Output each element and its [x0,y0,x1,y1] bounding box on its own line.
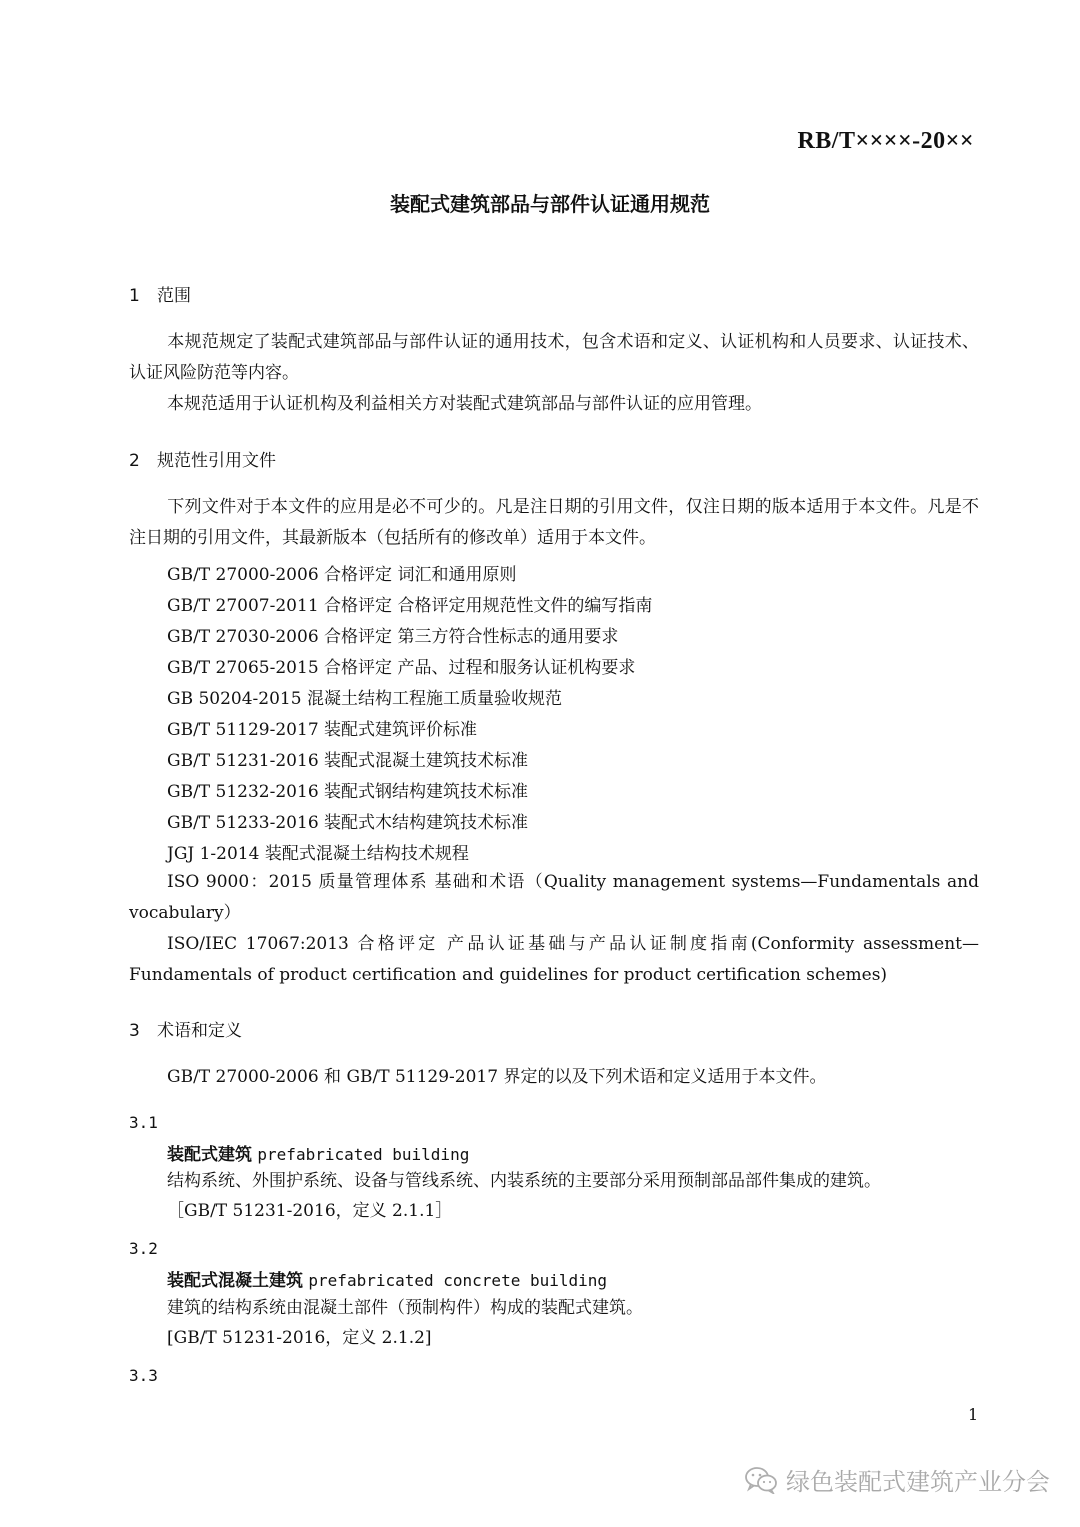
document-number: RB/T××××-20×× [797,128,974,154]
reference-item: GB/T 27065-2015 合格评定 产品、过程和服务认证机构要求 [167,658,636,678]
term-source: [GB/T 51231-2016，定义 2.1.2] [167,1328,432,1348]
reference-item: GB/T 27030-2006 合格评定 第三方符合性标志的通用要求 [167,627,619,647]
term-number: 3.1 [129,1113,158,1132]
term-name [167,1266,607,1291]
term-name-en: prefabricated concrete building [308,1271,608,1290]
reference-item-iso9000: ISO 9000：2015 质量管理体系 基础和术语（Quality management systems—Fundamentals and vocabulary） [129,872,979,923]
section-number: 1 [129,286,140,306]
normative-intro-paragraph: 下列文件对于本文件的应用是必不可少的。凡是注日期的引用文件，仅注日期的版本适用于本文件。凡是不注日期的引用文件，其最新版本（包括所有的修改单）适用于本文件。 [129,497,979,548]
reference-item: GB/T 51231-2016 装配式混凝土建筑技术标准 [167,751,529,771]
scope-paragraph-2: 本规范适用于认证机构及利益相关方对装配式建筑部品与部件认证的应用管理。 [167,394,762,414]
reference-item: GB 50204-2015 混凝土结构工程施工质量验收规范 [167,689,562,709]
term-name-zh: 装配式混凝土建筑 [167,1271,303,1291]
reference-item: GB/T 51232-2016 装配式钢结构建筑技术标准 [167,782,529,802]
term-name [167,1140,469,1165]
section-title: 规范性引用文件 [157,451,276,471]
reference-item: GB/T 51129-2017 装配式建筑评价标准 [167,720,478,740]
term-number: 3.3 [129,1366,158,1385]
scope-paragraph-1: 本规范规定了装配式建筑部品与部件认证的通用技术，包含术语和定义、认证机构和人员要求、认证技术、认证风险防范等内容。 [129,332,979,383]
reference-item: GB/T 27000-2006 合格评定 词汇和通用原则 [167,565,517,585]
section-heading-scope [129,281,191,306]
term-name-zh: 装配式建筑 [167,1145,252,1165]
section-number: 3 [129,1021,140,1041]
watermark-text: 绿色装配式建筑产业分会 [786,1468,1050,1496]
reference-item: JGJ 1-2014 装配式混凝土结构技术规程 [167,844,469,864]
reference-item: GB/T 51233-2016 装配式木结构建筑技术标准 [167,813,529,833]
wechat-icon [744,1466,778,1494]
term-definition: 结构系统、外围护系统、设备与管线系统、内装系统的主要部分采用预制部品部件集成的建筑。 [167,1171,881,1191]
terms-intro-paragraph: GB/T 27000-2006 和 GB/T 51129-2017 界定的以及下列术语和定义适用于本文件。 [167,1067,827,1087]
section-heading-normative-references [129,446,276,471]
term-source: ［GB/T 51231-2016，定义 2.1.1］ [167,1201,453,1221]
section-title: 范围 [157,286,191,306]
document-title: 装配式建筑部品与部件认证通用规范 [390,192,710,216]
section-heading-terms [129,1016,242,1041]
term-definition: 建筑的结构系统由混凝土部件（预制构件）构成的装配式建筑。 [167,1298,643,1318]
reference-item: GB/T 27007-2011 合格评定 合格评定用规范性文件的编写指南 [167,596,653,616]
section-title: 术语和定义 [157,1021,242,1041]
page-number: 1 [968,1405,979,1424]
section-number: 2 [129,451,140,471]
term-number: 3.2 [129,1239,158,1258]
reference-item-iso17067: ISO/IEC 17067:2013 合格评定 产品认证基础与产品认证制度指南(Conformity assessment—Fundamentals of product certification and guidelines for product certification schemes) [129,934,979,985]
watermark [744,1462,1050,1497]
term-name-en: prefabricated building [257,1145,470,1164]
